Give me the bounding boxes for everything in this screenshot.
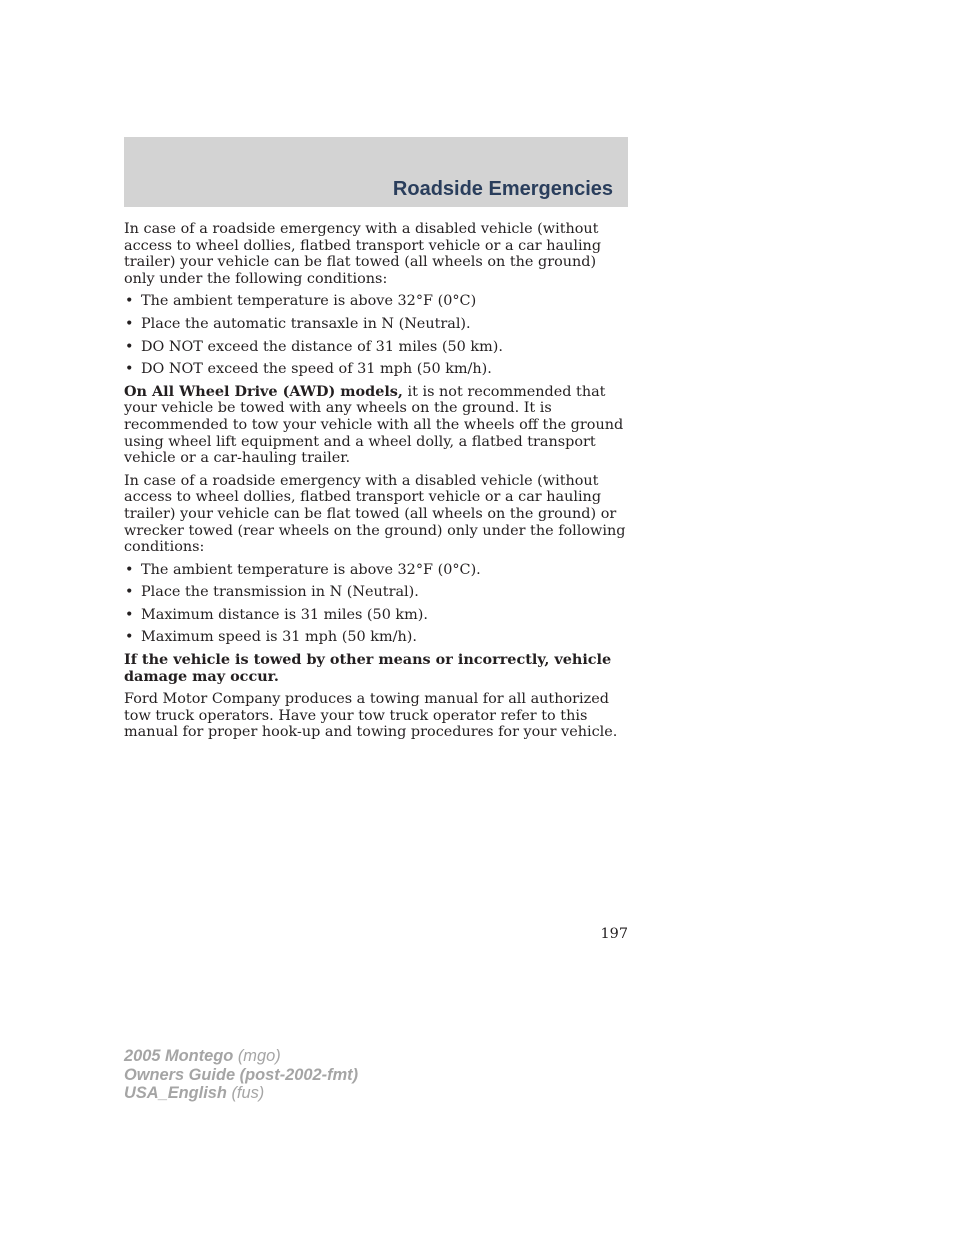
document-footer xyxy=(124,1047,358,1103)
list-item xyxy=(124,339,628,356)
bullet-icon: • xyxy=(125,315,134,332)
footer-language-name: USA_English xyxy=(124,1084,227,1102)
list-item-text: Maximum speed is 31 mph (50 km/h). xyxy=(141,629,417,646)
list-item xyxy=(124,584,628,601)
list-item xyxy=(124,316,628,333)
list-item-text: The ambient temperature is above 32°F (0°C) xyxy=(141,293,477,310)
awd-lead-text: On All Wheel Drive (AWD) models, xyxy=(124,382,403,400)
bullet-icon: • xyxy=(125,293,134,310)
footer-line-guide: Owners Guide (post-2002-fmt) xyxy=(124,1065,359,1084)
bullet-icon: • xyxy=(125,584,134,601)
closing-paragraph: Ford Motor Company produces a towing manual for all authorized tow truck operators. Have your tow truck operator refer to this manual for proper hook-up and towing procedures for your vehicle. xyxy=(124,691,618,741)
warning-text: If the vehicle is towed by other means or incorrectly, vehicle damage may occur. xyxy=(124,651,612,685)
bullet-icon: • xyxy=(125,361,134,378)
list-item xyxy=(124,293,628,310)
footer-line-language xyxy=(124,1084,358,1103)
list-item-text: DO NOT exceed the speed of 31 mph (50 km/h). xyxy=(141,361,492,378)
footer-language-code: (fus) xyxy=(226,1084,265,1102)
bullet-icon: • xyxy=(125,606,134,623)
bullet-icon: • xyxy=(125,561,134,578)
section-title: Roadside Emergencies xyxy=(392,178,613,200)
second-paragraph: In case of a roadside emergency with a disabled vehicle (without access to wheel dollies, flatbed transport vehicle or a car hauling trailer) your vehicle can be flat towed (all wheels on the ground) or wrecker towed (rear wheels on the ground) only under the following conditions: xyxy=(124,472,626,556)
list-item xyxy=(124,629,628,646)
page-number: 197 xyxy=(600,926,628,942)
page-content xyxy=(124,221,628,747)
warning-paragraph xyxy=(124,652,628,685)
bullet-icon: • xyxy=(125,338,134,355)
wrecker-tow-conditions-list xyxy=(124,562,628,646)
bullet-icon: • xyxy=(125,629,134,646)
list-item-text: Place the transmission in N (Neutral). xyxy=(141,584,419,601)
footer-model-code: (mgo) xyxy=(233,1047,281,1065)
list-item-text: The ambient temperature is above 32°F (0°C). xyxy=(141,561,481,578)
list-item-text: DO NOT exceed the distance of 31 miles (50 km). xyxy=(141,338,503,355)
footer-model-name: 2005 Montego xyxy=(124,1047,234,1065)
section-header-band xyxy=(124,137,628,207)
awd-paragraph xyxy=(124,384,628,467)
list-item-text: Maximum distance is 31 miles (50 km). xyxy=(141,606,428,623)
list-item xyxy=(124,607,628,624)
footer-line-model xyxy=(124,1047,358,1066)
list-item-text: Place the automatic transaxle in N (Neutral). xyxy=(141,315,471,332)
intro-paragraph: In case of a roadside emergency with a disabled vehicle (without access to wheel dollies, flatbed transport vehicle or a car hauling trailer) your vehicle can be flat towed (all wheels on the ground) only under the following conditions: xyxy=(124,221,602,287)
list-item xyxy=(124,361,628,378)
list-item xyxy=(124,562,628,579)
awd-body-text: it is not recommended that your vehicle be towed with any wheels on the ground. It is recommended to tow your vehicle with all the wheels off the ground using wheel lift equipment and a wheel dolly, a flatbed transport vehicle or a car-hauling trailer. xyxy=(124,383,624,467)
flat-tow-conditions-list xyxy=(124,293,628,377)
